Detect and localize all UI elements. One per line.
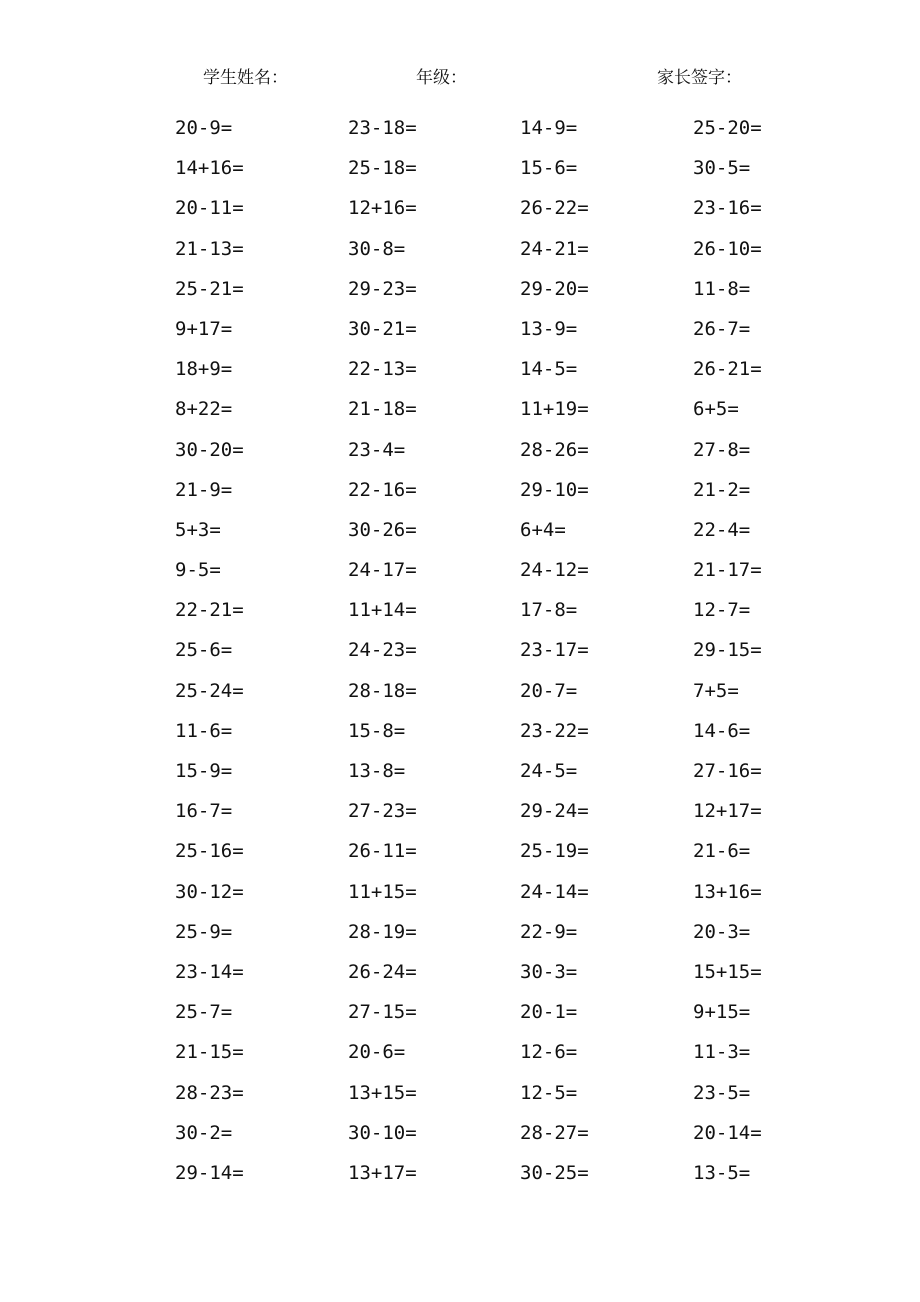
problem-item: 11-3= — [693, 1041, 751, 1064]
problem-item: 24-17= — [348, 559, 417, 582]
problem-item: 30-2= — [175, 1121, 233, 1144]
problem-item: 20-14= — [693, 1121, 762, 1144]
problem-item: 20-9= — [175, 117, 233, 139]
problem-item: 13-9= — [520, 317, 578, 340]
problem-row — [175, 315, 875, 355]
problem-row — [175, 797, 875, 837]
problem-item: 11-8= — [693, 277, 751, 300]
problem-row — [175, 918, 875, 958]
problem-item: 24-14= — [520, 880, 589, 903]
problem-item: 26-11= — [348, 840, 417, 863]
problem-item: 14-6= — [693, 719, 751, 742]
problem-item: 6+5= — [693, 398, 739, 421]
problem-item: 25-20= — [693, 117, 762, 139]
problem-item: 11+19= — [520, 398, 589, 421]
problem-row — [175, 677, 875, 717]
problem-item: 25-9= — [175, 920, 233, 943]
problem-item: 14-5= — [520, 358, 578, 381]
problem-item: 23-17= — [520, 639, 589, 662]
problem-item: 22-13= — [348, 358, 417, 381]
problem-item: 15-8= — [348, 719, 406, 742]
problem-item: 21-6= — [693, 840, 751, 863]
problem-item: 29-24= — [520, 800, 589, 823]
problem-item: 7+5= — [693, 679, 739, 702]
problem-item: 29-14= — [175, 1161, 244, 1184]
worksheet-header — [0, 66, 920, 92]
problem-row — [175, 355, 875, 395]
problem-item: 29-20= — [520, 277, 589, 300]
problem-item: 23-5= — [693, 1081, 751, 1104]
problem-row — [175, 235, 875, 275]
problem-item: 12-5= — [520, 1081, 578, 1104]
problem-row — [175, 114, 875, 154]
problem-row — [175, 757, 875, 797]
problem-item: 26-24= — [348, 960, 417, 983]
problem-item: 25-19= — [520, 840, 589, 863]
problem-item: 30-26= — [348, 518, 417, 541]
problem-item: 29-10= — [520, 478, 589, 501]
problem-item: 24-12= — [520, 559, 589, 582]
problem-item: 23-16= — [693, 197, 762, 220]
problem-item: 12-7= — [693, 599, 751, 622]
problem-item: 11+14= — [348, 599, 417, 622]
problem-item: 26-21= — [693, 358, 762, 381]
problem-item: 9+15= — [693, 1001, 751, 1024]
problem-item: 9-5= — [175, 559, 221, 582]
problem-item: 22-9= — [520, 920, 578, 943]
problem-item: 27-16= — [693, 760, 762, 782]
problem-item: 24-23= — [348, 639, 417, 662]
problem-item: 23-22= — [520, 719, 589, 742]
problem-item: 13-5= — [693, 1161, 751, 1184]
problem-item: 30-20= — [175, 438, 244, 461]
problem-item: 21-18= — [348, 398, 417, 421]
problem-row — [175, 998, 875, 1038]
problem-item: 12+16= — [348, 197, 417, 220]
problem-item: 12-6= — [520, 1041, 578, 1064]
problem-row — [175, 516, 875, 556]
problem-item: 14+16= — [175, 157, 244, 180]
problem-item: 25-16= — [175, 840, 244, 863]
problem-item: 12+17= — [693, 800, 762, 823]
problem-item: 28-19= — [348, 920, 417, 943]
problem-row — [175, 717, 875, 757]
problem-item: 20-6= — [348, 1041, 406, 1064]
problem-item: 15-6= — [520, 157, 578, 180]
problem-item: 11+15= — [348, 880, 417, 903]
problem-item: 26-22= — [520, 197, 589, 220]
problem-item: 26-10= — [693, 237, 762, 260]
problem-row — [175, 596, 875, 636]
problem-item: 25-7= — [175, 1001, 233, 1024]
problem-item: 30-5= — [693, 157, 751, 180]
problem-item: 20-3= — [693, 920, 751, 943]
problem-item: 27-8= — [693, 438, 751, 461]
problem-item: 30-3= — [520, 960, 578, 983]
problem-item: 15-9= — [175, 760, 233, 782]
problem-row — [175, 837, 875, 877]
problem-item: 6+4= — [520, 518, 566, 541]
problem-item: 18+9= — [175, 358, 233, 381]
problem-row — [175, 1159, 875, 1199]
problem-item: 21-9= — [175, 478, 233, 501]
problem-item: 30-21= — [348, 317, 417, 340]
problem-item: 16-7= — [175, 800, 233, 823]
problem-item: 14-9= — [520, 117, 578, 139]
problem-item: 13+16= — [693, 880, 762, 903]
problem-item: 20-7= — [520, 679, 578, 702]
problem-item: 30-12= — [175, 880, 244, 903]
problem-item: 15+15= — [693, 960, 762, 983]
problem-item: 26-7= — [693, 317, 751, 340]
problem-item: 22-4= — [693, 518, 751, 541]
problem-item: 13+15= — [348, 1081, 417, 1104]
problem-item: 21-13= — [175, 237, 244, 260]
problem-item: 30-25= — [520, 1161, 589, 1184]
grade-label: 年级： — [416, 68, 467, 88]
problem-item: 28-27= — [520, 1121, 589, 1144]
problem-item: 22-21= — [175, 599, 244, 622]
problem-row — [175, 194, 875, 234]
problem-item: 27-23= — [348, 800, 417, 823]
problem-item: 21-2= — [693, 478, 751, 501]
problem-row — [175, 1119, 875, 1159]
problem-item: 23-18= — [348, 117, 417, 139]
problem-item: 5+3= — [175, 518, 221, 541]
problem-item: 28-23= — [175, 1081, 244, 1104]
problem-item: 29-23= — [348, 277, 417, 300]
problem-row — [175, 636, 875, 676]
problem-item: 25-18= — [348, 157, 417, 180]
problem-item: 13-8= — [348, 760, 406, 782]
problem-row — [175, 275, 875, 315]
problem-item: 30-10= — [348, 1121, 417, 1144]
problem-item: 29-15= — [693, 639, 762, 662]
problem-item: 25-21= — [175, 277, 244, 300]
problem-item: 20-1= — [520, 1001, 578, 1024]
problem-row — [175, 556, 875, 596]
problem-item: 22-16= — [348, 478, 417, 501]
problem-item: 9+17= — [175, 317, 233, 340]
problem-item: 28-26= — [520, 438, 589, 461]
problem-item: 21-17= — [693, 559, 762, 582]
student-name-label: 学生姓名： — [203, 68, 288, 88]
problem-item: 28-18= — [348, 679, 417, 702]
problem-item: 23-4= — [348, 438, 406, 461]
problem-row — [175, 1079, 875, 1119]
problem-grid — [175, 114, 875, 1199]
problem-row — [175, 1038, 875, 1078]
problem-item: 23-14= — [175, 960, 244, 983]
problem-item: 30-8= — [348, 237, 406, 260]
problem-item: 20-11= — [175, 197, 244, 220]
problem-item: 27-15= — [348, 1001, 417, 1024]
parent-signature-label: 家长签字： — [657, 68, 742, 88]
problem-item: 24-5= — [520, 760, 578, 782]
problem-row — [175, 436, 875, 476]
problem-row — [175, 154, 875, 194]
problem-item: 24-21= — [520, 237, 589, 260]
problem-item: 11-6= — [175, 719, 233, 742]
problem-row — [175, 958, 875, 998]
problem-row — [175, 395, 875, 435]
problem-item: 25-6= — [175, 639, 233, 662]
problem-row — [175, 476, 875, 516]
problem-item: 21-15= — [175, 1041, 244, 1064]
problem-item: 17-8= — [520, 599, 578, 622]
problem-item: 13+17= — [348, 1161, 417, 1184]
problem-item: 8+22= — [175, 398, 233, 421]
problem-item: 25-24= — [175, 679, 244, 702]
problem-row — [175, 878, 875, 918]
